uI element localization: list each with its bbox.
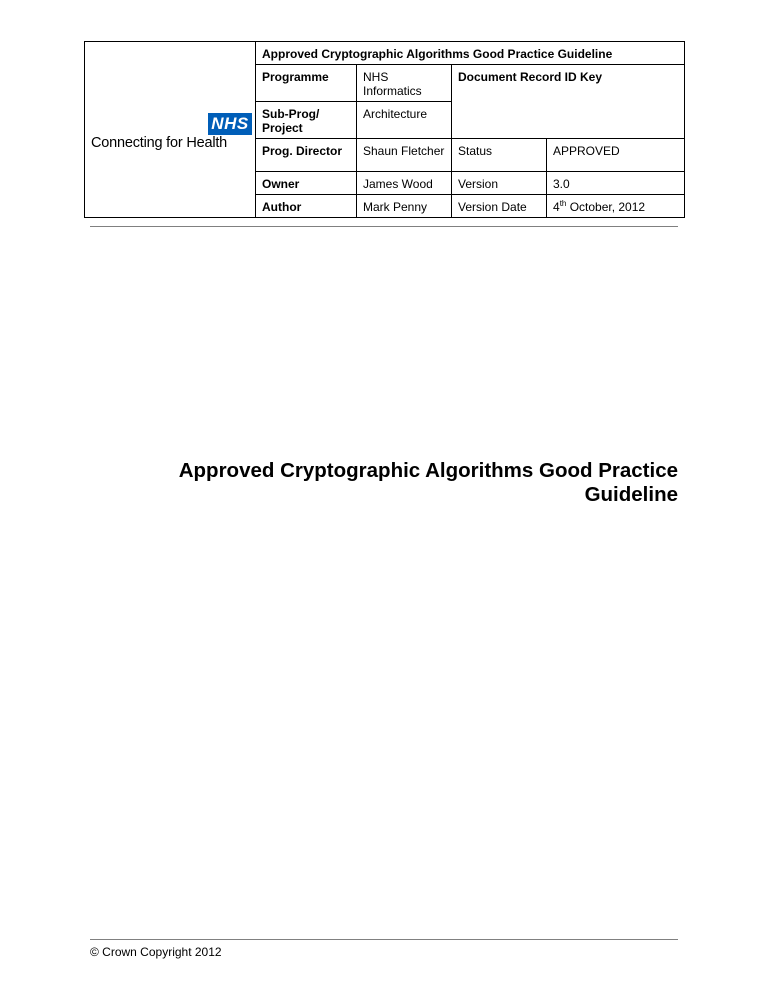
version-date-value (547, 195, 685, 218)
logo-cell (85, 42, 256, 218)
subprog-value: Architecture (357, 102, 452, 139)
author-value: Mark Penny (357, 195, 452, 218)
nhs-tagline: Connecting for Health (91, 134, 228, 151)
header-divider (90, 226, 678, 227)
footer-divider (90, 939, 678, 940)
version-date-label: Version Date (452, 195, 547, 218)
programme-value: NHS Informatics (357, 65, 452, 102)
subprog-label: Sub-Prog/ Project (256, 102, 357, 139)
programme-label: Programme (256, 65, 357, 102)
document-title-line-2: Guideline (584, 483, 678, 506)
date-day: 4 (553, 200, 560, 214)
table-doc-title: Approved Cryptographic Algorithms Good Practice Guideline (256, 42, 685, 65)
date-rest: October, 2012 (566, 200, 646, 214)
owner-label: Owner (256, 172, 357, 195)
status-label: Status (452, 139, 547, 172)
date-suffix: th (559, 199, 567, 208)
record-id-label: Document Record ID Key (452, 65, 685, 139)
copyright-text: © Crown Copyright 2012 (90, 945, 222, 959)
nhs-logo (85, 46, 256, 214)
nhs-badge: NHS (208, 113, 252, 135)
author-label: Author (256, 195, 357, 218)
document-title-line-1: Approved Cryptographic Algorithms Good Practice (178, 459, 678, 482)
version-value: 3.0 (547, 172, 685, 195)
document-title (96, 459, 678, 507)
owner-value: James Wood (357, 172, 452, 195)
director-value: Shaun Fletcher (357, 139, 452, 172)
version-label: Version (452, 172, 547, 195)
director-label: Prog. Director (256, 139, 357, 172)
document-control-table (84, 41, 685, 218)
status-value: APPROVED (547, 139, 685, 172)
